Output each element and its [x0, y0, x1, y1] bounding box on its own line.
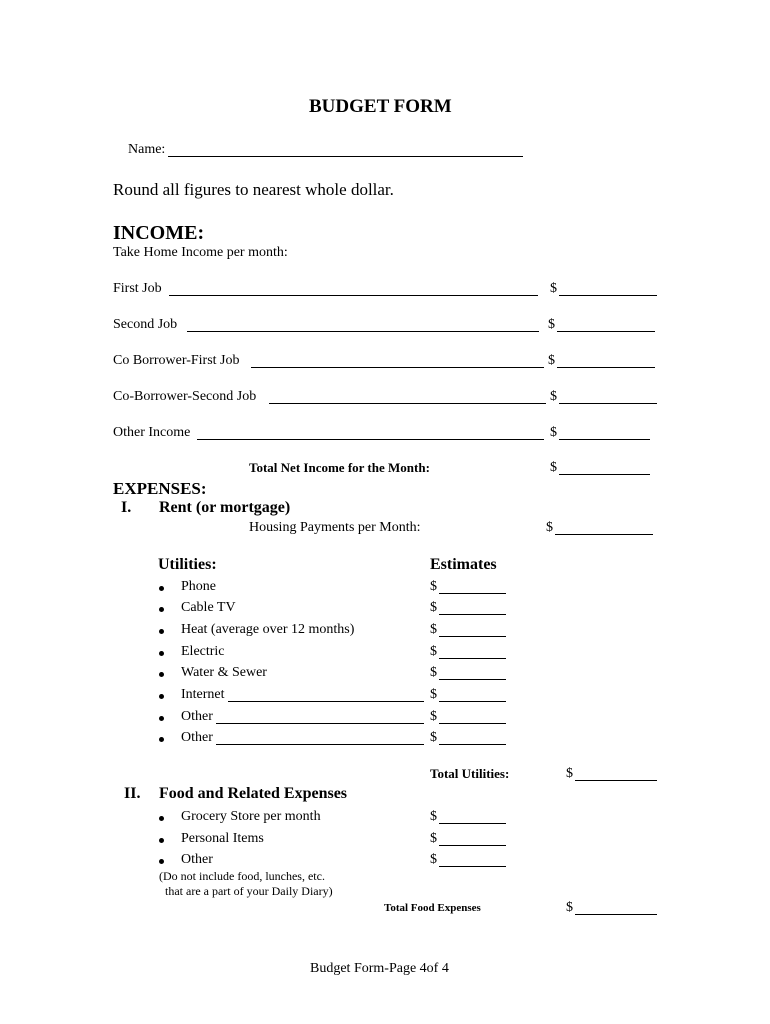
utility-item-label: Heat (average over 12 months) [181, 622, 355, 637]
income-amount-field[interactable] [559, 403, 657, 404]
currency-sign: $ [566, 900, 573, 915]
bullet-icon [159, 586, 164, 591]
income-row-line[interactable] [197, 439, 544, 440]
income-row-line[interactable] [269, 403, 546, 404]
total-food-expenses-label: Total Food Expenses [384, 902, 481, 914]
income-row-label: Other Income [113, 425, 191, 440]
income-subheading: Take Home Income per month: [113, 245, 288, 260]
food-heading: Food and Related Expenses [159, 785, 348, 802]
bullet-icon [159, 838, 164, 843]
total-utilities-field[interactable] [575, 780, 657, 781]
food-note-line-2: that are a part of your Daily Diary) [165, 884, 333, 898]
currency-sign: $ [546, 520, 553, 535]
utility-item-line[interactable] [228, 701, 424, 702]
bullet-icon [159, 737, 164, 742]
utility-item-label: Other [181, 730, 213, 745]
utility-item-label: Electric [181, 644, 225, 659]
housing-payments-field[interactable] [555, 534, 653, 535]
income-row-label: First Job [113, 281, 162, 296]
utilities-heading: Utilities: [158, 556, 217, 573]
instruction-text: Round all figures to nearest whole dollar. [113, 180, 394, 199]
rent-heading: Rent (or mortgage) [159, 499, 291, 516]
bullet-icon [159, 859, 164, 864]
estimates-heading: Estimates [430, 556, 497, 573]
bullet-icon [159, 607, 164, 612]
utility-item-label: Cable TV [181, 600, 236, 615]
income-row-line[interactable] [251, 367, 544, 368]
currency-sign: $ [430, 644, 437, 659]
section-numeral: I. [121, 499, 132, 516]
form-title: BUDGET FORM [309, 96, 452, 117]
currency-sign: $ [550, 425, 557, 440]
food-estimate-field[interactable] [439, 823, 506, 824]
currency-sign: $ [550, 389, 557, 404]
name-field[interactable] [168, 156, 523, 157]
section-numeral: II. [124, 785, 141, 802]
expenses-heading: EXPENSES: [113, 479, 207, 498]
utility-estimate-field[interactable] [439, 679, 506, 680]
income-amount-field[interactable] [557, 331, 655, 332]
currency-sign: $ [550, 281, 557, 296]
income-row-line[interactable] [169, 295, 538, 296]
utility-item-label: Other [181, 709, 213, 724]
utility-item-label: Internet [181, 687, 225, 702]
food-note-line-1: (Do not include food, lunches, etc. [159, 869, 325, 883]
bullet-icon [159, 651, 164, 656]
currency-sign: $ [430, 852, 437, 867]
currency-sign: $ [430, 600, 437, 615]
bullet-icon [159, 629, 164, 634]
utility-estimate-field[interactable] [439, 701, 506, 702]
bullet-icon [159, 816, 164, 821]
total-food-expenses-field[interactable] [575, 914, 657, 915]
currency-sign: $ [430, 831, 437, 846]
utility-item-label: Phone [181, 579, 216, 594]
utility-item-label: Water & Sewer [181, 665, 267, 680]
currency-sign: $ [430, 709, 437, 724]
income-row-label: Co-Borrower-Second Job [113, 389, 257, 404]
income-row-line[interactable] [187, 331, 539, 332]
utility-estimate-field[interactable] [439, 614, 506, 615]
currency-sign: $ [430, 687, 437, 702]
food-item-label: Grocery Store per month [181, 809, 321, 824]
food-item-label: Personal Items [181, 831, 264, 846]
food-estimate-field[interactable] [439, 845, 506, 846]
income-amount-field[interactable] [559, 295, 657, 296]
total-net-income-field[interactable] [559, 474, 650, 475]
food-estimate-field[interactable] [439, 866, 506, 867]
income-amount-field[interactable] [559, 439, 650, 440]
income-row-label: Second Job [113, 317, 178, 332]
utility-item-line[interactable] [216, 744, 424, 745]
currency-sign: $ [548, 353, 555, 368]
income-row-label: Co Borrower-First Job [113, 353, 240, 368]
food-item-label: Other [181, 852, 213, 867]
income-heading: INCOME: [113, 222, 205, 244]
bullet-icon [159, 716, 164, 721]
bullet-icon [159, 694, 164, 699]
income-amount-field[interactable] [557, 367, 655, 368]
currency-sign: $ [430, 730, 437, 745]
currency-sign: $ [550, 460, 557, 475]
currency-sign: $ [430, 665, 437, 680]
currency-sign: $ [548, 317, 555, 332]
name-label: Name: [128, 142, 166, 157]
utility-estimate-field[interactable] [439, 744, 506, 745]
currency-sign: $ [430, 622, 437, 637]
utility-estimate-field[interactable] [439, 636, 506, 637]
utility-estimate-field[interactable] [439, 723, 506, 724]
utility-estimate-field[interactable] [439, 658, 506, 659]
housing-payments-label: Housing Payments per Month: [249, 520, 421, 535]
total-net-income-label: Total Net Income for the Month: [249, 460, 430, 475]
total-utilities-label: Total Utilities: [430, 766, 510, 781]
currency-sign: $ [430, 579, 437, 594]
bullet-icon [159, 672, 164, 677]
utility-item-line[interactable] [216, 723, 424, 724]
currency-sign: $ [430, 809, 437, 824]
page-footer: Budget Form-Page 4of 4 [310, 961, 449, 976]
utility-estimate-field[interactable] [439, 593, 506, 594]
currency-sign: $ [566, 766, 573, 781]
